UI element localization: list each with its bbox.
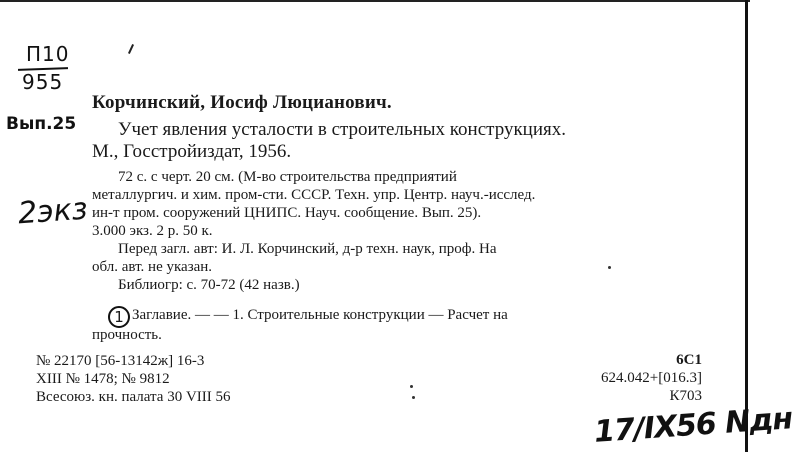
card-right-edge [745,0,748,452]
issue-annotation: Вып.25 [6,114,77,134]
tracings-number-marker: 1 [108,306,130,328]
note-line-2: обл. авт. не указан. [92,259,213,275]
card-top-edge [0,0,750,2]
shelf-mark-top: П10 [26,42,70,66]
print-run-price: 3.000 экз. 2 р. 50 к. [92,223,213,239]
author-heading: Корчинский, Иосиф Люцианович. [92,92,392,113]
tracings-line-2: прочность. [92,327,162,343]
acquisition-annotation: 17/IX56 Nдн [593,401,793,450]
physical-description: 72 с. с черт. 20 см. (М-во строительства предприятий [118,169,457,185]
series-line-1: металлургич. и хим. пром-сти. СССР. Техн. упр. Центр. науч.-исслед. [92,187,536,203]
pen-tick-mark [128,44,134,54]
series-line-2: ин-т пром. сооружений ЦНИПС. Науч. сообщение. Вып. 25). [92,205,482,221]
classification-bbk: 6С1 [676,352,702,368]
shelf-mark-bottom: 955 [22,70,64,94]
copies-annotation: 2экз [16,191,89,232]
footer-chamber: Всесоюз. кн. палата 30 VIII 56 [36,389,231,405]
speck [608,266,611,269]
bibliography-note: Библиогр: с. 70-72 (42 назв.) [118,277,300,293]
classification-udc: 624.042+[016.3] [601,370,702,386]
footer-record-number: № 22170 [56-13142ж] 16-3 [36,353,205,369]
tracings-line-1 [108,306,508,328]
note-line-1: Перед загл. авт: И. Л. Корчинский, д-р техн. наук, проф. На [118,241,497,257]
footer-register: XIII № 1478; № 9812 [36,371,170,387]
speck [410,385,413,388]
author-sign: К703 [669,388,702,404]
book-title: Учет явления усталости в строительных конструкциях. [118,119,567,140]
tracings-text: Заглавие. — — 1. Строительные конструкции — Расчет на [132,307,508,323]
imprint: М., Госстройиздат, 1956. [92,141,292,162]
speck [412,396,415,399]
